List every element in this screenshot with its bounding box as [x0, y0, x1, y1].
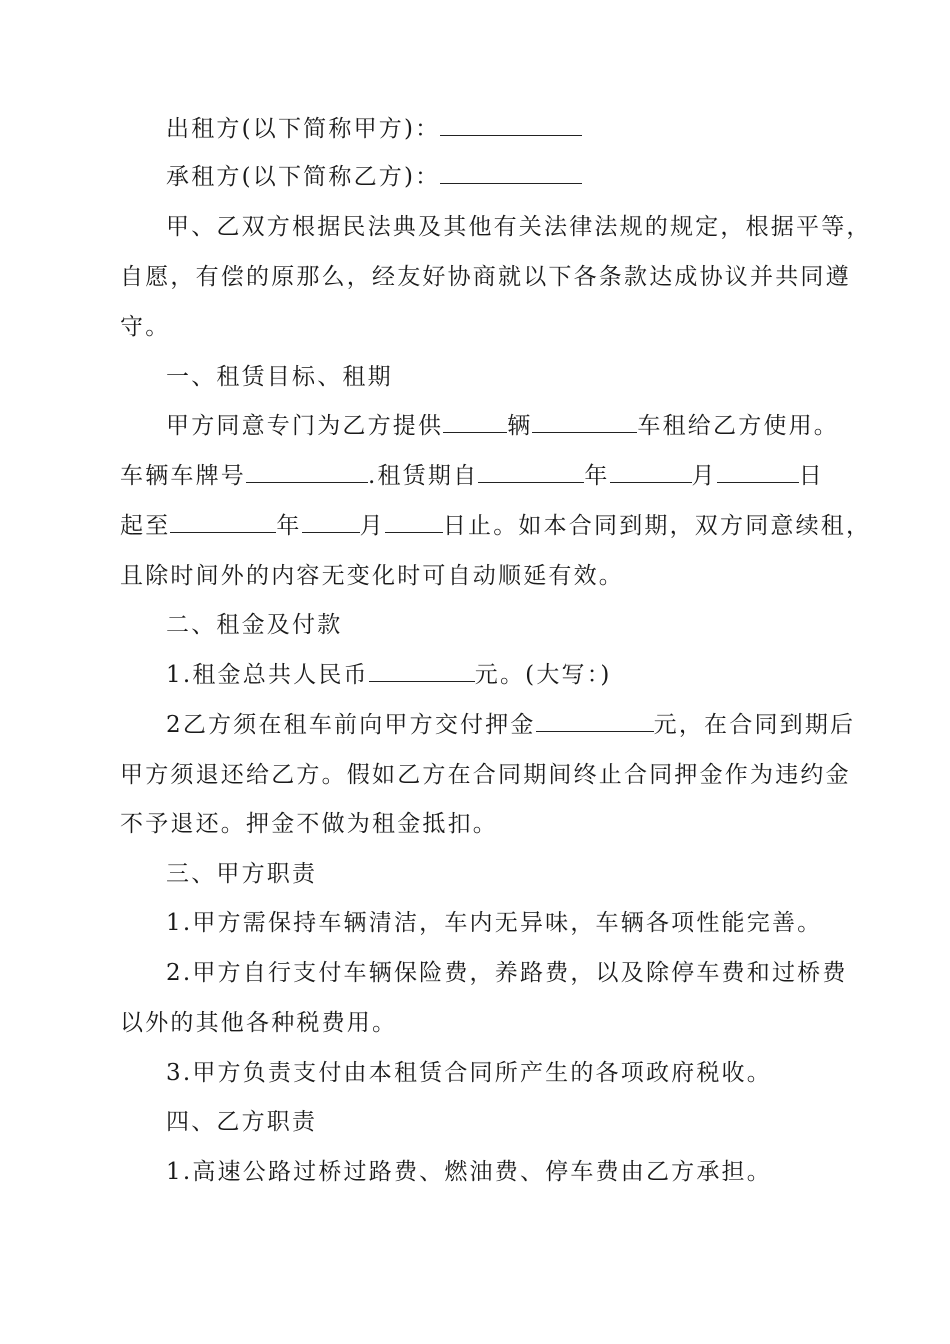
term-text-d: 日止。如本合同到期，双方同意续租，: [442, 513, 872, 539]
deposit-line: [166, 709, 886, 741]
end-year-blank: [170, 510, 276, 533]
rent-text-b: 元。(大写：): [474, 662, 612, 688]
end-day-blank: [385, 510, 443, 533]
start-day-blank: [717, 460, 799, 483]
preamble-line-1: [166, 211, 886, 243]
lessee-label: 承租方(以下简称乙方)：: [166, 164, 441, 190]
start-month-blank: [610, 460, 692, 483]
deposit-line-2: [120, 759, 851, 791]
lessee-blank: [440, 161, 582, 184]
plate-text-c: 年: [584, 463, 610, 489]
term-text-c: 月: [359, 513, 385, 539]
start-year-blank: [478, 460, 584, 483]
deposit-line-3: [120, 808, 840, 840]
deposit-text-b: 元，在合同到期后: [653, 712, 856, 738]
lessee-duty-text-1: 1.高速公路过桥过路费、燃油费、停车费由乙方承担。: [166, 1159, 772, 1185]
lessor-duty-text-2b: 以外的其他各种税费用。: [120, 1010, 398, 1036]
lessor-duty-2: [166, 957, 886, 989]
lessor-label: 出租方(以下简称甲方)：: [166, 116, 441, 142]
lessee-line: [166, 161, 886, 193]
lessor-duty-text-2: 2.甲方自行支付车辆保险费，养路费，以及除停车费和过桥费: [166, 960, 848, 986]
plate-text-b: .租赁期自: [368, 463, 479, 489]
preamble-text-1: 甲、乙双方根据民法典及其他有关法律法规的规定，根据平等，: [166, 214, 872, 240]
section-title-4: 四、乙方职责: [166, 1109, 318, 1135]
lessee-duty-1: [166, 1156, 886, 1188]
section-heading-3: [166, 858, 886, 890]
preamble-line-3: [120, 311, 840, 343]
term-line: [120, 510, 872, 542]
term-text-a: 起至: [120, 513, 171, 539]
lessor-blank: [440, 113, 582, 136]
section-heading-2: [166, 609, 886, 641]
lessor-duty-2-cont: [120, 1007, 840, 1039]
preamble-text-2: 自愿，有偿的原那么，经友好协商就以下各条款达成协议并共同遵: [120, 264, 851, 290]
renewal-line: [120, 560, 840, 592]
vehicle-model-blank: [532, 410, 637, 433]
section-heading-1: [166, 361, 886, 393]
preamble-text-3: 守。: [120, 314, 171, 340]
vehicle-text-a: 甲方同意专门为乙方提供: [166, 413, 444, 439]
lessor-line: [166, 113, 886, 145]
deposit-text-a: 2乙方须在租车前向甲方交付押金: [166, 712, 536, 738]
plate-text-a: 车辆车牌号: [120, 463, 246, 489]
plate-line: [120, 460, 840, 492]
lessor-duty-text-3: 3.甲方负责支付由本租赁合同所产生的各项政府税收。: [166, 1060, 772, 1086]
rent-line: [166, 659, 886, 691]
deposit-text-2: 甲方须退还给乙方。假如乙方在合同期间终止合同押金作为违约金: [120, 762, 851, 788]
section-title-3: 三、甲方职责: [166, 861, 318, 887]
plate-text-d: 月: [691, 463, 717, 489]
plate-blank: [246, 460, 368, 483]
section-title-2: 二、租金及付款: [166, 612, 343, 638]
vehicle-line: [166, 410, 886, 442]
rent-amount-blank: [369, 659, 475, 682]
rent-text-a: 1.租金总共人民币: [166, 662, 369, 688]
section-heading-4: [166, 1106, 886, 1138]
deposit-amount-blank: [536, 709, 654, 732]
vehicle-text-b: 辆: [507, 413, 533, 439]
term-text-b: 年: [276, 513, 302, 539]
vehicle-text-c: 车租给乙方使用。: [637, 413, 840, 439]
deposit-text-3: 不予退还。押金不做为租金抵扣。: [120, 811, 498, 837]
end-month-blank: [302, 510, 360, 533]
renewal-text: 且除时间外的内容无变化时可自动顺延有效。: [120, 563, 624, 589]
lessor-duty-3: [166, 1057, 886, 1089]
section-title-1: 一、租赁目标、租期: [166, 364, 393, 390]
preamble-line-2: [120, 261, 851, 293]
vehicle-count-blank: [443, 410, 507, 433]
lessor-duty-text-1: 1.甲方需保持车辆清洁，车内无异味，车辆各项性能完善。: [166, 910, 823, 936]
plate-text-e: 日: [798, 463, 824, 489]
lessor-duty-1: [166, 907, 886, 939]
